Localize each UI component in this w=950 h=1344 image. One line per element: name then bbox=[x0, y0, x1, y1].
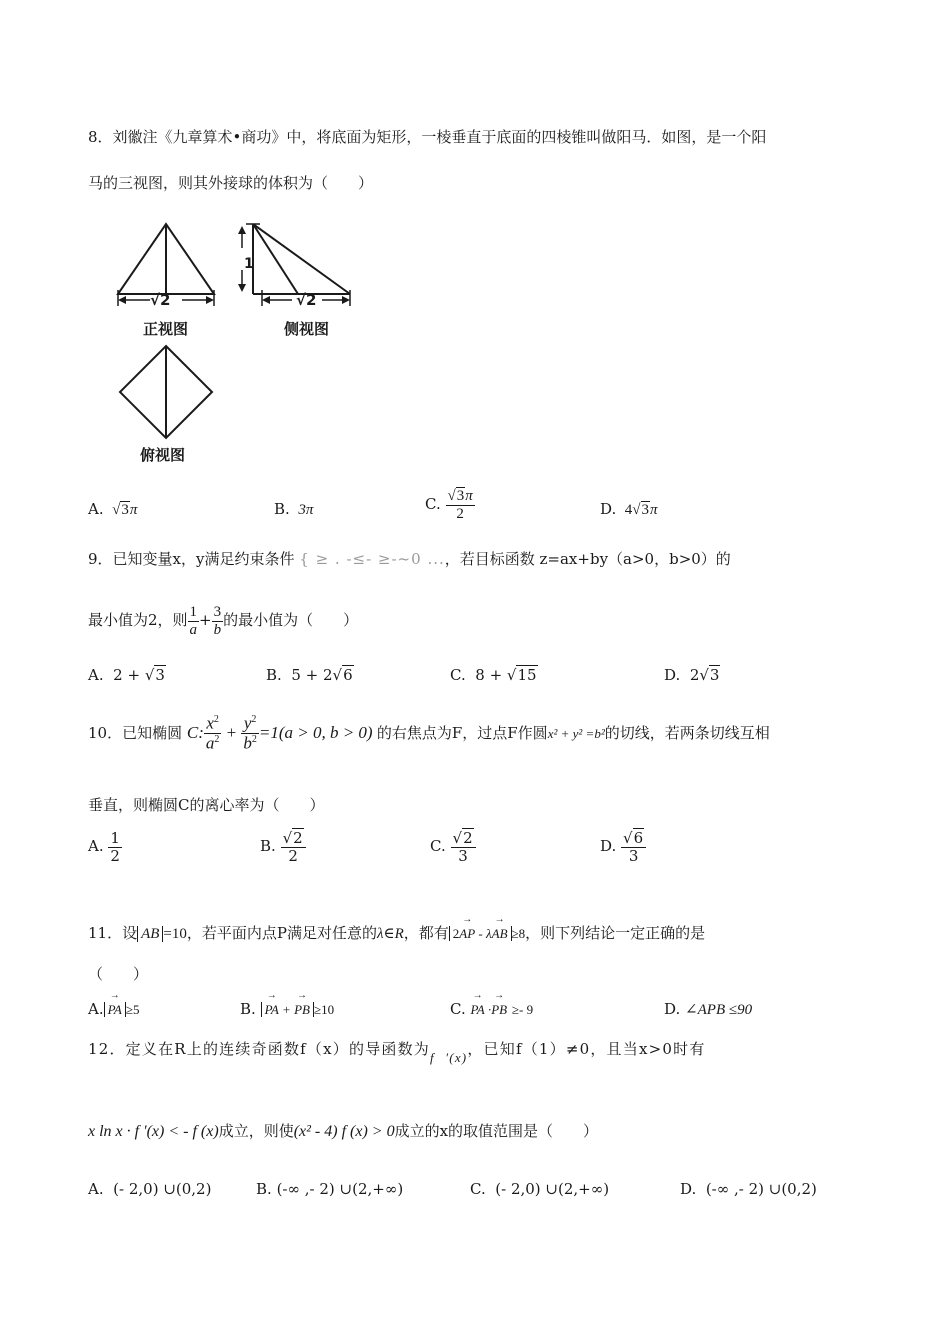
q10-line1: 10．已知椭圆 C: $\frac{x^2}{a^2}$ + $\frac{y^2}{b^2}$ =1(a > 0, b > 0) 的右焦点为F，过点F作圆x² + y² =b²的切线，若两条切线互相 bbox=[88, 713, 770, 753]
q12-line1: 12．定义在R上的连续奇函数f（x）的导函数为f ′(x)，已知f（1）≠0，且当x>0时有 bbox=[88, 1040, 706, 1065]
q12-option-b: B. (-∞ ,- 2) ∪(2,+∞) bbox=[256, 1180, 404, 1198]
side-height-label: 1 bbox=[244, 256, 254, 272]
front-dim-label: √2 bbox=[150, 291, 171, 309]
q12-option-c: C. (- 2,0) ∪(2,+∞) bbox=[470, 1180, 610, 1198]
q11-option-a: A.→ PA ≥5 bbox=[88, 1000, 139, 1018]
q9-option-d: D. 2√3 bbox=[664, 666, 720, 684]
top-view-label: 俯视图 bbox=[140, 446, 186, 464]
q10-option-d: D. $\frac{√6}{3}$ bbox=[600, 830, 646, 864]
q10-option-a: A. $\frac{1}{2}$ bbox=[88, 829, 120, 865]
side-view-label: 侧视图 bbox=[284, 320, 330, 338]
q9-line2: 最小值为2，则 $\frac{1}{a}$ + $\frac{3}{b}$ 的最小值为（ ） bbox=[88, 604, 359, 638]
q11-option-c: C. → PA ·→ PB ≥- 9 bbox=[450, 1000, 533, 1018]
q8-option-b: B. 3π bbox=[274, 500, 314, 518]
top-view-drawing bbox=[120, 346, 212, 438]
q12-option-a: A. (- 2,0) ∪(0,2) bbox=[88, 1180, 212, 1198]
q9-constraint-image: { ≥ . -≤- ≥-~0 ... bbox=[299, 550, 445, 568]
q8-line1: 8．刘徽注《九章算术•商功》中，将底面为矩形，一棱垂直于底面的四棱锥叫做阳马．如图，是一个阳 bbox=[88, 128, 767, 146]
q9-line1: 9．已知变量x，y满足约束条件 { ≥ . -≤- ≥-~0 ...，若目标函数 z=ax+by（a>0，b>0）的 bbox=[88, 550, 731, 568]
q10-option-c: C. $\frac{√2}{3}$ bbox=[430, 830, 476, 864]
q11-line1: 11．设 AB =10，若平面内点P满足对任意的λ∈R，都有 2→ AP - λ→ AB ≥8，则下列结论一定正确的是 bbox=[88, 922, 705, 943]
front-view-label: 正视图 bbox=[143, 320, 189, 338]
q9-option-a: A. 2 + √3 bbox=[88, 666, 165, 684]
q9-option-c: C. 8 + √15 bbox=[450, 666, 537, 684]
q8-line2: 马的三视图，则其外接球的体积为（ ） bbox=[88, 174, 374, 192]
q8-option-d: D. 4√3π bbox=[600, 500, 658, 518]
q12-line2: x ln x · f ′(x) < - f (x)成立，则使(x² - 4) f (x) > 0成立的x的取值范围是（ ） bbox=[88, 1122, 599, 1140]
q9-option-b: B. 5 + 2√6 bbox=[266, 666, 353, 684]
side-dim-label: √2 bbox=[296, 291, 317, 309]
q12-option-d: D. (-∞ ,- 2) ∪(0,2) bbox=[680, 1180, 817, 1198]
side-view-drawing bbox=[238, 224, 350, 306]
three-view-figure bbox=[108, 218, 368, 470]
q11-option-b: B. → PA + → PB ≥10 bbox=[240, 1000, 334, 1018]
q11-option-d: D. ∠APB ≤90 bbox=[664, 1000, 753, 1018]
q10-line2: 垂直，则椭圆C的离心率为（ ） bbox=[88, 796, 325, 814]
q11-line2: （ ） bbox=[88, 965, 149, 983]
q8-option-c: C. $\frac{√3\pi}{2}$ bbox=[425, 488, 473, 522]
q8-option-a: A. √3π bbox=[88, 500, 138, 518]
q10-option-b: B. $\frac{√2}{2}$ bbox=[260, 830, 306, 864]
